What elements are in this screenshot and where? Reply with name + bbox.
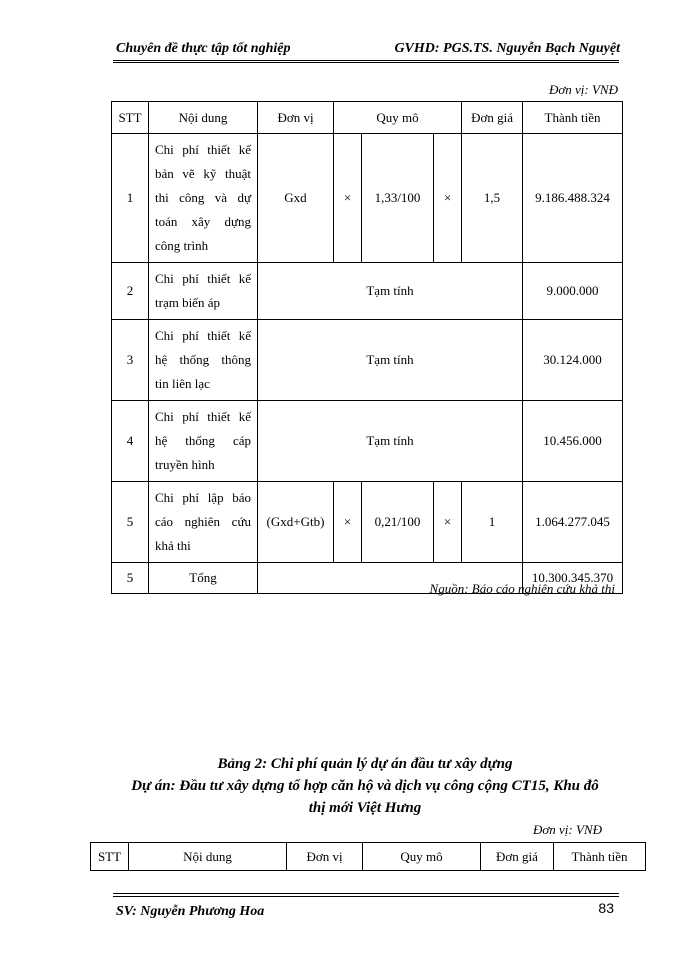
table1-header-row (112, 102, 623, 134)
table1-source: Nguồn: Báo cáo nghiên cứu khả thi (429, 581, 615, 596)
content-line: Chi phí thiết kế (155, 409, 251, 424)
header-total: Thành tiền (523, 102, 623, 134)
multiply-sign: × (334, 134, 362, 263)
table2-project: Dự án: Đầu tư xây dựng tổ hợp căn hộ và dịch vụ công cộng CT15, Khu đô (131, 778, 599, 794)
cost-table-1 (111, 101, 623, 594)
content-line: hệ thống cáp (155, 433, 251, 448)
header-scale: Quy mô (363, 843, 481, 871)
content-line: Chi phí thiết kế (155, 328, 251, 343)
cost-table-2 (90, 842, 646, 871)
header-content: Nội dung (149, 102, 258, 134)
total-label: Tổng (149, 563, 258, 594)
row-total: 9.186.488.324 (523, 134, 623, 263)
content-line: bản vẽ kỹ thuật (155, 166, 251, 181)
row-stt: 1 (112, 134, 149, 263)
content-line: công trình (155, 238, 209, 253)
footer-rule-2 (113, 896, 619, 897)
row-total: 9.000.000 (523, 263, 623, 320)
grand-total: 10.300.345.370 (523, 563, 623, 594)
row-unit: Gxd (258, 134, 334, 263)
row-stt: 4 (112, 401, 149, 482)
content-line: toán xây dựng (155, 214, 251, 229)
row-stt: 2 (112, 263, 149, 320)
table2-project-cont: thị mới Việt Hưng (308, 800, 422, 816)
table2-header-row (91, 843, 646, 871)
header-rule (113, 60, 619, 61)
multiply-sign: × (434, 134, 462, 263)
header-unit: Đơn vị (287, 843, 363, 871)
row-scale: 1,33/100 (362, 134, 434, 263)
header-price: Đơn giá (481, 843, 554, 871)
table-row (112, 401, 623, 482)
header-unit: Đơn vị (258, 102, 334, 134)
content-line: khả thi (155, 538, 191, 553)
header-price: Đơn giá (462, 102, 523, 134)
row-stt: 3 (112, 320, 149, 401)
header-rule-2 (113, 62, 619, 63)
row-content (149, 320, 258, 401)
header-scale: Quy mô (334, 102, 462, 134)
content-line: Chi phí thiết kế (155, 271, 251, 286)
row-unit: (Gxd+Gtb) (258, 482, 334, 563)
page-number: 83 (598, 900, 614, 916)
row-content (149, 482, 258, 563)
row-estimate: Tạm tính (258, 263, 523, 320)
row-total: 10.456.000 (523, 401, 623, 482)
footer-student: SV: Nguyễn Phương Hoa (116, 904, 265, 919)
row-price: 1 (462, 482, 523, 563)
table1-unit: Đơn vị: VNĐ (548, 82, 618, 97)
row-stt: 5 (112, 563, 149, 594)
table-row (112, 134, 623, 263)
header-left: Chuyên đề thực tập tốt nghiệp (116, 41, 291, 56)
header-stt: STT (91, 843, 129, 871)
row-price: 1,5 (462, 134, 523, 263)
content-line: Chi phí thiết kế (155, 142, 251, 157)
row-estimate: Tạm tính (258, 401, 523, 482)
row-scale: 0,21/100 (362, 482, 434, 563)
table-row (112, 263, 623, 320)
content-line: thi công và dự (155, 190, 251, 205)
content-line: truyền hình (155, 457, 215, 472)
row-content (149, 401, 258, 482)
header-total: Thành tiền (554, 843, 646, 871)
row-estimate: Tạm tính (258, 320, 523, 401)
row-content (149, 134, 258, 263)
row-content (149, 263, 258, 320)
content-line: hệ thống thông (155, 352, 251, 367)
footer-rule (113, 893, 619, 894)
row-stt: 5 (112, 482, 149, 563)
table-row (112, 482, 623, 563)
table2-unit: Đơn vị: VNĐ (532, 822, 602, 837)
content-line: trạm biến áp (155, 295, 220, 310)
header-right: GVHD: PGS.TS. Nguyễn Bạch Nguyệt (394, 41, 620, 56)
table-row (112, 320, 623, 401)
table2-title: Bảng 2: Chi phí quản lý dự án đầu tư xây dựng (217, 756, 513, 772)
row-total: 1.064.277.045 (523, 482, 623, 563)
content-line: cáo nghiên cứu (155, 514, 251, 529)
header-stt: STT (112, 102, 149, 134)
multiply-sign: × (334, 482, 362, 563)
multiply-sign: × (434, 482, 462, 563)
row-total: 30.124.000 (523, 320, 623, 401)
content-line: Chi phí lập báo (155, 490, 251, 505)
content-line: tin liên lạc (155, 376, 210, 391)
header-content: Nội dung (129, 843, 287, 871)
